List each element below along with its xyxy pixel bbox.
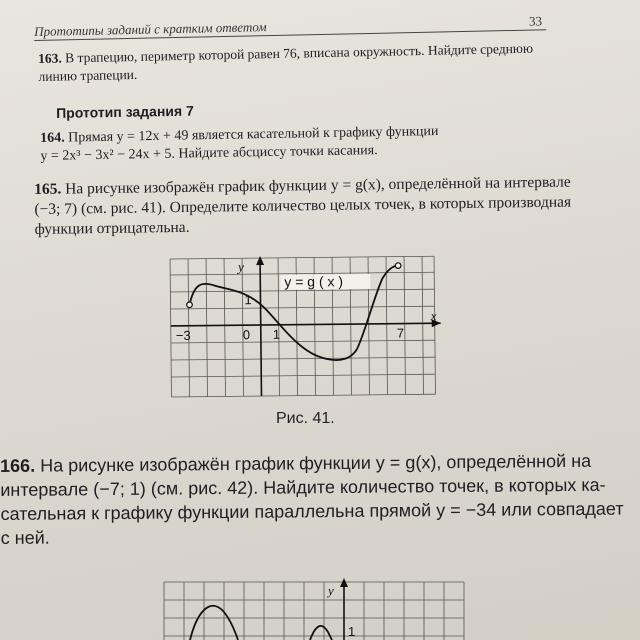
function-curve-42-left bbox=[190, 606, 238, 640]
problem-164-number: 164. bbox=[40, 130, 65, 146]
problem-164-line2: y = 2x³ − 3x² − 24x + 5. Найдите абсциссу точки касания. bbox=[40, 143, 378, 164]
y-axis bbox=[260, 258, 261, 396]
problem-164 bbox=[40, 121, 571, 166]
function-curve-42-right bbox=[310, 626, 332, 640]
page-number: 33 bbox=[528, 13, 543, 29]
figure-41-graph bbox=[168, 252, 442, 401]
problem-165-text: На рисунке изображён график функции y = g(x), определённой на интервале (−3; 7) (см. рис. 41). Определите количество целых точек, в которых производная функции отрицательна. bbox=[34, 173, 572, 238]
y-axis-label: y bbox=[238, 259, 244, 275]
problem-163-number: 163. bbox=[38, 50, 62, 66]
figure-42-graph bbox=[160, 578, 480, 640]
problem-166 bbox=[0, 449, 627, 550]
open-endpoint-left bbox=[187, 302, 193, 308]
problem-166-number: 166. bbox=[0, 455, 36, 476]
problem-166-line2: интервале (−7; 1) (см. рис. 42). Найдите количество точек, в которых ка- bbox=[0, 474, 606, 500]
problem-165 bbox=[34, 172, 585, 240]
problem-164-line1: Прямая y = 12x + 49 является касательной к графику функции bbox=[68, 124, 439, 146]
running-title: Прототипы заданий с кратким ответом bbox=[34, 19, 267, 39]
problem-166-line1: На рисунке изображён график функции y = g(x), определённой на bbox=[40, 450, 592, 476]
prototype-heading: Прототип задания 7 bbox=[56, 102, 194, 121]
problem-165-number: 165. bbox=[34, 180, 62, 198]
problem-163 bbox=[38, 39, 559, 86]
origin-label: 0 bbox=[242, 327, 251, 343]
x-tick-one: 1 bbox=[272, 326, 281, 342]
y-tick-one: 1 bbox=[244, 292, 252, 308]
y-axis-42-label: y bbox=[328, 583, 334, 598]
running-header bbox=[34, 13, 546, 41]
function-label: y = g ( x ) bbox=[284, 273, 344, 290]
open-endpoint-right bbox=[395, 263, 401, 269]
y-axis-arrow-icon bbox=[256, 256, 264, 265]
y-axis-42-arrow-icon bbox=[340, 578, 348, 587]
problem-163-text: В трапецию, периметр которой равен 76, вписана окружность. Найдите среднюю линию трапеции. bbox=[38, 40, 534, 84]
y-tick-one-42: 1 bbox=[348, 624, 356, 639]
x-tick-seven: 7 bbox=[396, 325, 405, 341]
problem-166-line4: с ней. bbox=[0, 527, 50, 548]
figure-41-caption: Рис. 41. bbox=[276, 410, 335, 427]
x-axis-label: x bbox=[430, 308, 437, 324]
problem-166-line3: сательная к графику функции параллельна прямой y = −34 или совпадает bbox=[0, 498, 624, 524]
x-tick-minus-three: −3 bbox=[175, 327, 191, 343]
